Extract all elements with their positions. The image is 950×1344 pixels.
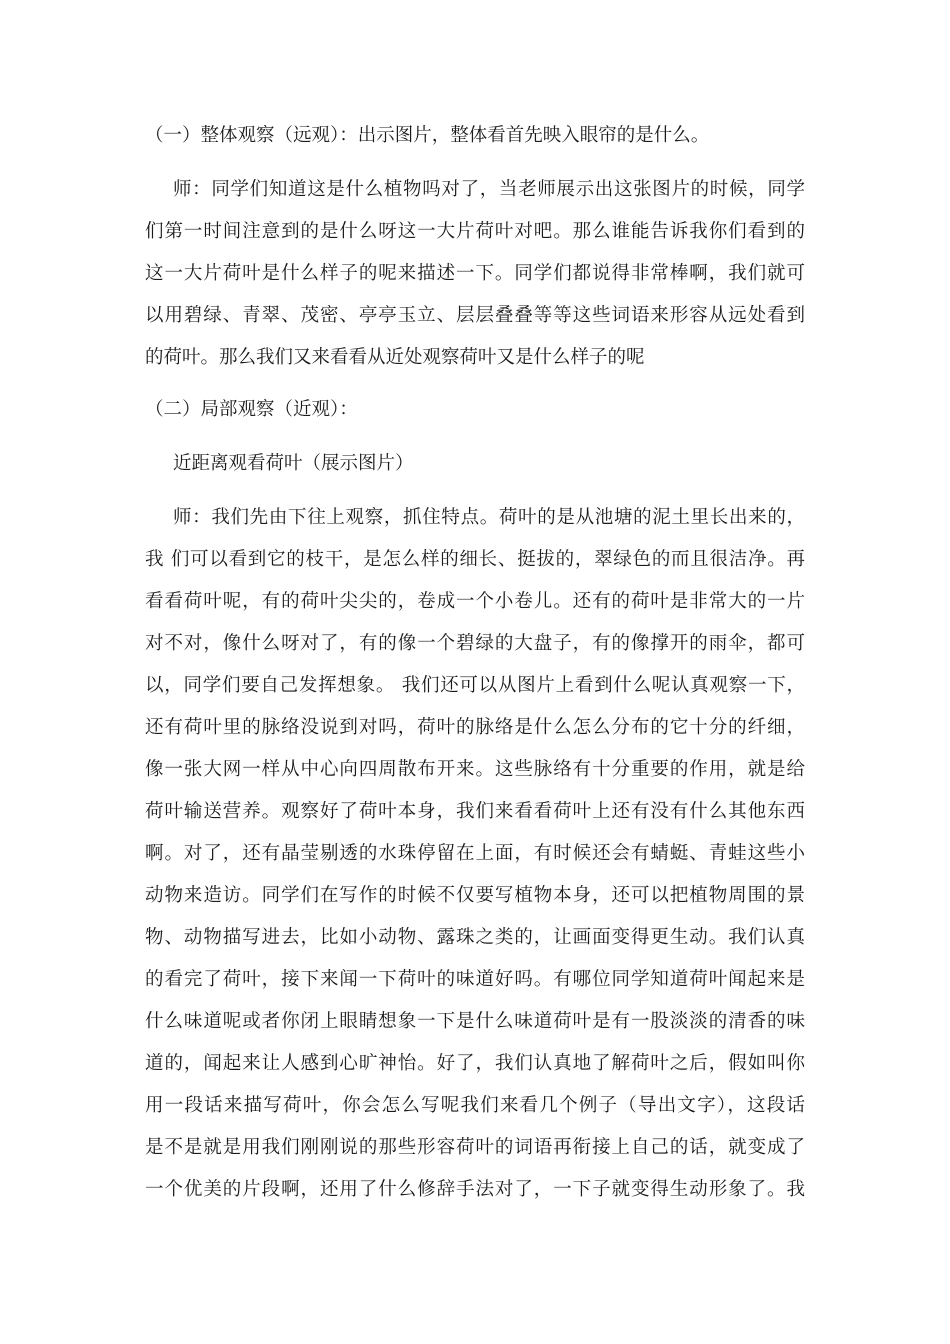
- paragraph-line: 啊。对了，还有晶莹剔透的水珠停留在上面，有时候还会有蜻蜓、青蛙这些小: [145, 843, 805, 864]
- section-heading-local-observation: （二）局部观察（近观）：: [145, 399, 358, 420]
- paragraph-line: 物、动物描写进去，比如小动物、露珠之类的，让画面变得更生动。我们认真: [145, 927, 805, 948]
- paragraph-line: 我 们可以看到它的枝干，是怎么样的细长、挺拔的，翠绿色的而且很洁净。再: [145, 549, 805, 570]
- paragraph-line: 以用碧绿、青翠、茂密、亭亭玉立、层层叠叠等等这些词语来形容从远处看到: [145, 305, 805, 326]
- paragraph-line: 荷叶输送营养。观察好了荷叶本身，我们来看看荷叶上还有没有什么其他东西: [145, 801, 805, 822]
- paragraph-line: 还有荷叶里的脉络没说到对吗，荷叶的脉络是什么怎么分布的它十分的纤细，: [145, 717, 805, 738]
- paragraph-line: 像一张大网一样从中心向四周散布开来。这些脉络有十分重要的作用，就是给: [145, 759, 805, 780]
- paragraph-line: 一个优美的片段啊，还用了什么修辞手法对了，一下子就变得生动形象了。我: [145, 1179, 805, 1200]
- paragraph-line: 道的，闻起来让人感到心旷神怡。好了，我们认真地了解荷叶之后，假如叫你: [145, 1053, 805, 1074]
- paragraph-line: 们第一时间注意到的是什么呀这一大片荷叶对吧。那么谁能告诉我你们看到的: [145, 221, 805, 242]
- paragraph-line: 以，同学们要自己发挥想象。 我们还可以从图片上看到什么呢认真观察一下，: [145, 675, 805, 696]
- paragraph-line: 师：同学们知道这是什么植物吗对了，当老师展示出这张图片的时候，同学: [173, 179, 805, 200]
- paragraph-line: 看看荷叶呢，有的荷叶尖尖的，卷成一个小卷儿。还有的荷叶是非常大的一片: [145, 591, 805, 612]
- paragraph-line: 的看完了荷叶，接下来闻一下荷叶的味道好吗。有哪位同学知道荷叶闻起来是: [145, 969, 805, 990]
- section-heading-overall-observation: （一）整体观察（远观）：出示图片，整体看首先映入眼帘的是什么。: [145, 125, 710, 146]
- paragraph-line: 这一大片荷叶是什么样子的呢来描述一下。同学们都说得非常棒啊，我们就可: [145, 263, 805, 284]
- paragraph-line: 师：我们先由下往上观察，抓住特点。荷叶的是从池塘的泥土里长出来的，: [173, 507, 805, 528]
- paragraph-line: 是不是就是用我们刚刚说的那些形容荷叶的词语再衔接上自己的话，就变成了: [145, 1137, 805, 1158]
- paragraph-line: 用一段话来描写荷叶，你会怎么写呢我们来看几个例子（导出文字），这段话: [145, 1095, 805, 1116]
- paragraph-line: 对不对，像什么呀对了，有的像一个碧绿的大盘子，有的像撑开的雨伞，都可: [145, 633, 805, 654]
- paragraph-line: 动物来造访。同学们在写作的时候不仅要写植物本身，还可以把植物周围的景: [145, 885, 805, 906]
- paragraph-line: 的荷叶。那么我们又来看看从近处观察荷叶又是什么样子的呢: [145, 347, 645, 368]
- paragraph-line: 什么味道呢或者你闭上眼睛想象一下是什么味道荷叶是有一股淡淡的清香的味: [145, 1011, 805, 1032]
- subheading-close-look: 近距离观看荷叶（展示图片）: [173, 453, 414, 474]
